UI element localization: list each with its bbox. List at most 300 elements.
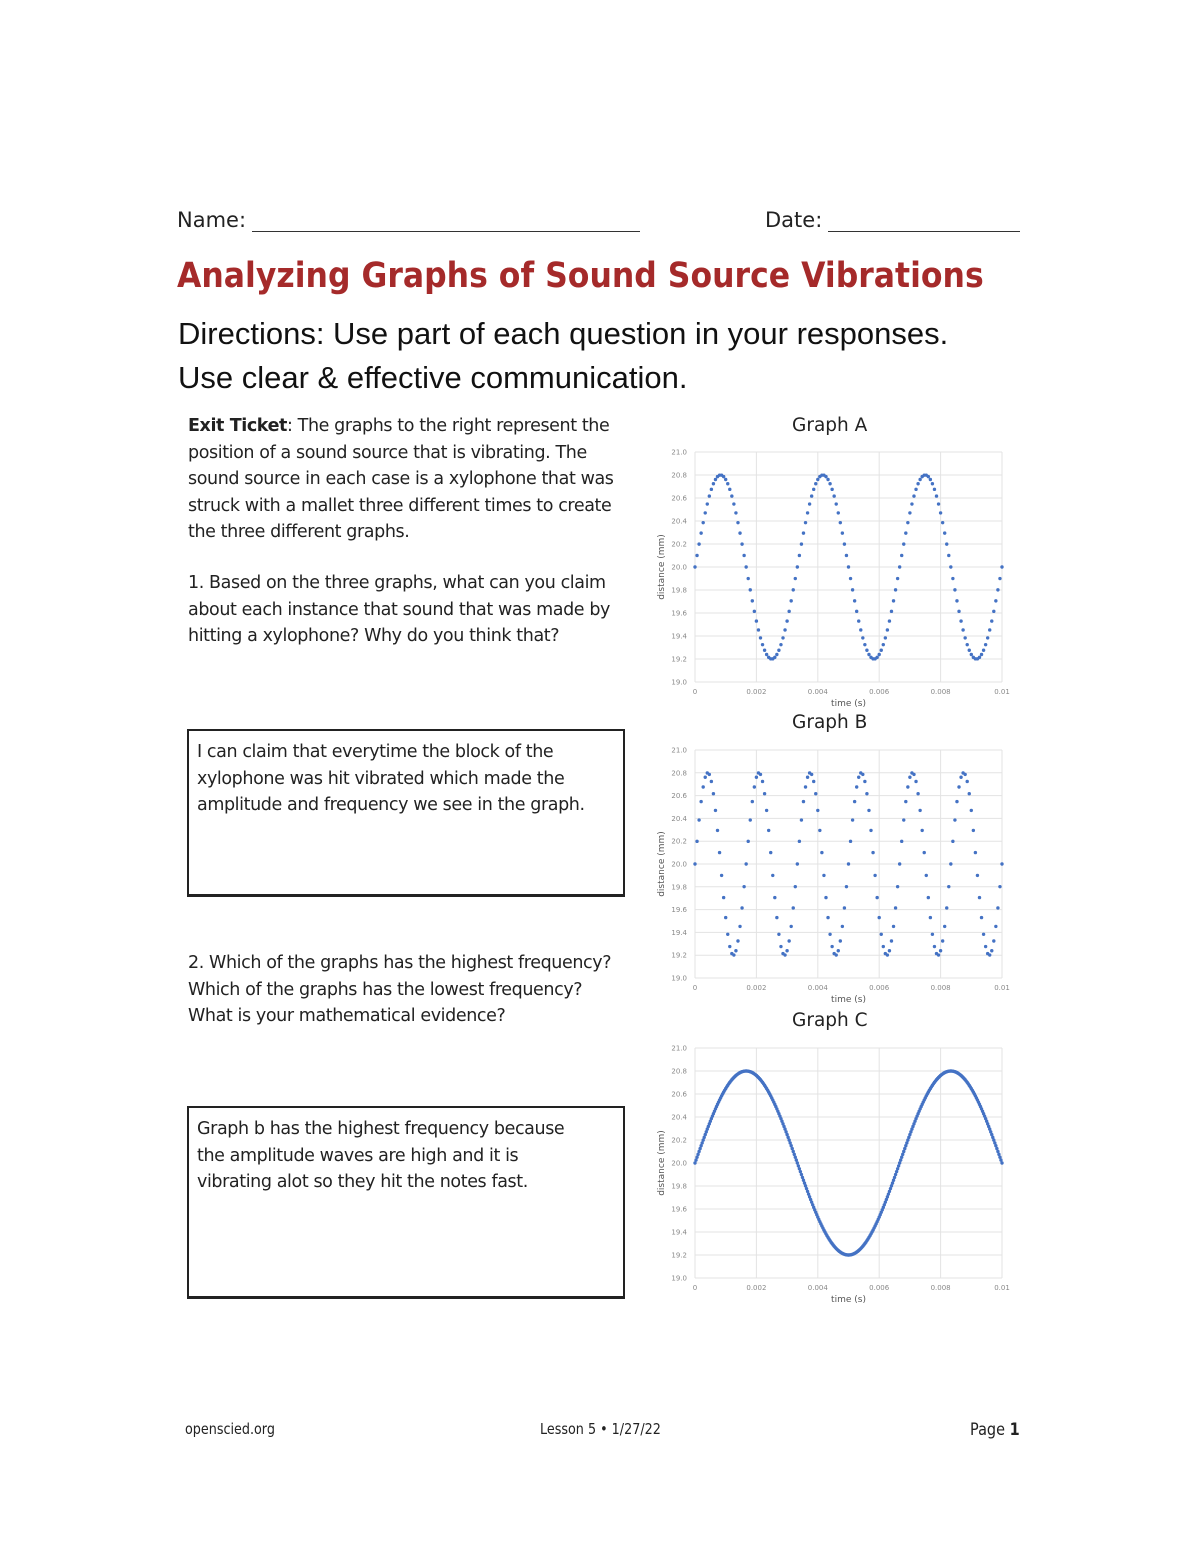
data-point — [800, 542, 803, 545]
y-tick-label: 21.0 — [671, 746, 687, 755]
data-point — [878, 916, 881, 919]
data-point — [810, 494, 813, 497]
y-tick-label: 19.8 — [671, 1182, 687, 1191]
page-label: Page — [970, 1420, 1005, 1440]
data-point — [740, 906, 743, 909]
data-point — [904, 531, 907, 534]
data-point — [738, 925, 741, 928]
data-point — [814, 792, 817, 795]
data-point — [898, 862, 901, 865]
data-point — [755, 776, 758, 779]
graph-a-chart — [650, 440, 1010, 710]
data-point — [742, 885, 745, 888]
data-point — [732, 502, 735, 505]
data-point — [996, 906, 999, 909]
data-point — [710, 780, 713, 783]
data-point — [970, 653, 973, 656]
answer-2-line: the amplitude waves are high and it is — [197, 1145, 519, 1166]
data-point — [978, 656, 981, 659]
y-tick-label: 20.0 — [671, 1159, 687, 1168]
y-tick-label: 20.0 — [671, 860, 687, 869]
x-tick-label: 0.002 — [746, 1284, 767, 1292]
date-label: Date: — [765, 208, 823, 232]
data-point — [904, 800, 907, 803]
data-point — [855, 785, 858, 788]
data-point — [875, 656, 878, 659]
data-point — [736, 939, 739, 942]
data-point — [789, 599, 792, 602]
data-point — [693, 1161, 696, 1164]
data-point — [947, 885, 950, 888]
y-tick-label: 19.4 — [671, 928, 687, 937]
date-line[interactable] — [828, 212, 1020, 232]
data-point — [795, 1158, 798, 1161]
exit-ticket-intro — [188, 413, 618, 546]
data-point — [994, 925, 997, 928]
data-point — [704, 511, 707, 514]
y-tick-label: 20.8 — [671, 769, 687, 778]
data-point — [841, 531, 844, 534]
page-title: Analyzing Graphs of Sound Source Vibrations — [177, 256, 984, 296]
data-point — [749, 588, 752, 591]
data-point — [884, 636, 887, 639]
data-point — [800, 818, 803, 821]
data-point — [794, 577, 797, 580]
data-point — [968, 792, 971, 795]
x-tick-label: 0 — [692, 688, 698, 696]
data-point — [693, 862, 696, 865]
data-point — [835, 953, 838, 956]
graph-a-title: Graph A — [792, 415, 868, 436]
data-point — [865, 792, 868, 795]
data-point — [742, 554, 745, 557]
data-point — [773, 896, 776, 899]
data-point — [839, 939, 842, 942]
y-tick-label: 20.6 — [671, 494, 687, 503]
data-point — [732, 953, 735, 956]
data-point — [708, 773, 711, 776]
x-tick-label: 0.004 — [807, 688, 828, 696]
data-point — [999, 1158, 1002, 1161]
data-point — [722, 896, 725, 899]
data-point — [951, 577, 954, 580]
data-point — [916, 482, 919, 485]
data-point — [923, 851, 926, 854]
x-tick-label: 0 — [692, 984, 698, 992]
x-tick-label: 0.002 — [746, 984, 767, 992]
data-point — [797, 1164, 800, 1167]
data-point — [908, 511, 911, 514]
data-point — [826, 478, 829, 481]
data-point — [902, 818, 905, 821]
data-point — [775, 916, 778, 919]
data-point — [966, 643, 969, 646]
data-point — [1000, 862, 1003, 865]
data-point — [728, 945, 731, 948]
data-point — [988, 953, 991, 956]
data-point — [853, 599, 856, 602]
data-point — [814, 482, 817, 485]
data-point — [939, 511, 942, 514]
data-point — [894, 588, 897, 591]
data-point — [1000, 565, 1003, 568]
y-tick-label: 20.4 — [671, 1113, 687, 1122]
data-point — [802, 800, 805, 803]
data-point — [722, 475, 725, 478]
data-point — [693, 565, 696, 568]
data-point — [959, 776, 962, 779]
x-tick-label: 0 — [692, 1284, 698, 1292]
x-tick-label: 0.01 — [994, 1284, 1010, 1292]
x-tick-label: 0.006 — [869, 984, 890, 992]
y-tick-label: 19.6 — [671, 609, 687, 618]
data-point — [880, 933, 883, 936]
data-point — [869, 829, 872, 832]
y-tick-label: 20.2 — [671, 837, 687, 846]
data-point — [894, 906, 897, 909]
data-point — [935, 494, 938, 497]
x-tick-label: 0.002 — [746, 688, 767, 696]
data-point — [953, 818, 956, 821]
data-point — [861, 636, 864, 639]
data-point — [828, 482, 831, 485]
y-tick-label: 20.4 — [671, 814, 687, 823]
data-point — [824, 896, 827, 899]
y-tick-label: 19.2 — [671, 655, 687, 664]
answer-2-line: Graph b has the highest frequency because — [197, 1119, 565, 1139]
data-point — [896, 885, 899, 888]
directions-line-1: Directions: Use part of each question in your responses. — [178, 316, 949, 351]
data-point — [812, 488, 815, 491]
data-point — [751, 800, 754, 803]
data-point — [899, 1158, 902, 1161]
data-point — [804, 785, 807, 788]
y-axis-label: distance (mm) — [657, 534, 667, 600]
exit-ticket-label: Exit Ticket — [188, 416, 288, 436]
data-point — [832, 494, 835, 497]
data-point — [998, 885, 1001, 888]
data-point — [773, 656, 776, 659]
y-tick-label: 20.4 — [671, 517, 687, 526]
data-point — [861, 773, 864, 776]
data-point — [900, 840, 903, 843]
y-tick-label: 21.0 — [671, 448, 687, 457]
data-point — [994, 599, 997, 602]
data-point — [859, 628, 862, 631]
data-point — [828, 933, 831, 936]
data-point — [892, 925, 895, 928]
data-point — [855, 610, 858, 613]
data-point — [796, 565, 799, 568]
data-point — [787, 610, 790, 613]
data-point — [918, 478, 921, 481]
data-point — [847, 565, 850, 568]
data-point — [694, 1158, 697, 1161]
data-point — [792, 906, 795, 909]
data-point — [897, 1164, 900, 1167]
data-point — [724, 478, 727, 481]
answer-1-line: amplitude and frequency we see in the graph. — [197, 795, 585, 815]
data-point — [906, 785, 909, 788]
data-point — [777, 649, 780, 652]
y-tick-label: 20.8 — [671, 1067, 687, 1076]
data-point — [845, 554, 848, 557]
data-point — [830, 945, 833, 948]
data-point — [724, 916, 727, 919]
x-tick-label: 0.008 — [930, 688, 951, 696]
data-point — [792, 588, 795, 591]
data-point — [851, 818, 854, 821]
data-point — [906, 521, 909, 524]
exit-ticket-text: : The graphs to the right represent the position of a sound source that is vibrating. The sound source in each case is a xylophone that was struck with a mallet three different times to create the three different graphs. — [188, 416, 614, 542]
data-point — [918, 809, 921, 812]
data-point — [734, 511, 737, 514]
data-point — [957, 610, 960, 613]
data-point — [947, 554, 950, 557]
data-point — [920, 829, 923, 832]
data-point — [730, 494, 733, 497]
data-point — [941, 521, 944, 524]
data-point — [789, 925, 792, 928]
data-point — [808, 502, 811, 505]
data-point — [959, 619, 962, 622]
data-point — [777, 933, 780, 936]
data-point — [728, 488, 731, 491]
data-point — [779, 945, 782, 948]
data-point — [978, 896, 981, 899]
data-point — [955, 599, 958, 602]
data-point — [736, 521, 739, 524]
data-point — [816, 809, 819, 812]
data-point — [749, 818, 752, 821]
question-1: 1. Based on the three graphs, what can you claim about each instance that sound that was made by hitting a xylophone? Why do you think that? — [188, 573, 610, 646]
y-tick-label: 19.4 — [671, 1228, 687, 1237]
data-point — [931, 482, 934, 485]
data-point — [767, 829, 770, 832]
data-point — [714, 809, 717, 812]
data-point — [927, 896, 930, 899]
data-point — [826, 916, 829, 919]
data-point — [867, 653, 870, 656]
data-point — [943, 925, 946, 928]
data-point — [775, 653, 778, 656]
data-point — [982, 933, 985, 936]
data-point — [880, 649, 883, 652]
data-point — [785, 949, 788, 952]
data-point — [914, 488, 917, 491]
data-point — [945, 906, 948, 909]
data-point — [1000, 1161, 1003, 1164]
data-point — [896, 1167, 899, 1170]
name-field[interactable] — [177, 208, 640, 232]
data-point — [992, 610, 995, 613]
data-point — [875, 896, 878, 899]
data-point — [886, 953, 889, 956]
data-point — [798, 554, 801, 557]
data-point — [882, 643, 885, 646]
data-point — [945, 542, 948, 545]
answer-box-1[interactable] — [187, 729, 625, 897]
data-point — [878, 653, 881, 656]
data-point — [744, 862, 747, 865]
data-point — [963, 636, 966, 639]
data-point — [720, 874, 723, 877]
data-point — [812, 780, 815, 783]
data-point — [998, 577, 1001, 580]
data-point — [982, 649, 985, 652]
data-point — [976, 874, 979, 877]
data-point — [695, 840, 698, 843]
x-tick-label: 0.01 — [994, 688, 1010, 696]
data-point — [806, 511, 809, 514]
data-point — [888, 949, 891, 952]
y-tick-label: 19.0 — [671, 974, 687, 983]
answer-box-2[interactable] — [187, 1106, 625, 1299]
y-axis-label: distance (mm) — [657, 831, 667, 897]
data-point — [970, 809, 973, 812]
data-point — [890, 610, 893, 613]
y-tick-label: 19.8 — [671, 586, 687, 595]
data-point — [865, 649, 868, 652]
data-point — [794, 1156, 797, 1159]
data-point — [708, 494, 711, 497]
name-label: Name: — [177, 208, 247, 232]
data-point — [912, 773, 915, 776]
data-point — [824, 475, 827, 478]
data-point — [763, 649, 766, 652]
y-tick-label: 20.6 — [671, 792, 687, 801]
data-point — [787, 939, 790, 942]
data-point — [740, 542, 743, 545]
data-point — [771, 874, 774, 877]
y-tick-label: 20.6 — [671, 1090, 687, 1099]
data-point — [783, 628, 786, 631]
data-point — [882, 945, 885, 948]
x-axis-label: time (s) — [831, 699, 866, 709]
data-point — [761, 780, 764, 783]
data-point — [738, 531, 741, 534]
footer-lesson: Lesson 5 • 1/27/22 — [540, 1420, 661, 1438]
footer-site: openscied.org — [185, 1420, 275, 1438]
answer-1-line: xylophone was hit vibrated which made the — [197, 768, 565, 789]
data-point — [753, 785, 756, 788]
data-point — [701, 521, 704, 524]
y-tick-label: 20.2 — [671, 1136, 687, 1145]
data-point — [943, 531, 946, 534]
data-point — [769, 851, 772, 854]
data-point — [830, 488, 833, 491]
data-point — [757, 628, 760, 631]
data-point — [785, 619, 788, 622]
data-point — [706, 502, 709, 505]
data-point — [845, 885, 848, 888]
y-tick-label: 19.0 — [671, 1274, 687, 1283]
data-point — [794, 885, 797, 888]
data-point — [890, 939, 893, 942]
x-tick-label: 0.006 — [869, 688, 890, 696]
data-point — [697, 818, 700, 821]
data-point — [998, 1156, 1001, 1159]
data-point — [871, 851, 874, 854]
x-tick-label: 0.004 — [807, 1284, 828, 1292]
answer-1-line: I can claim that everytime the block of the — [197, 742, 554, 762]
data-point — [990, 619, 993, 622]
date-field[interactable] — [765, 208, 1020, 232]
data-point — [843, 906, 846, 909]
x-axis-label: time (s) — [831, 1295, 866, 1305]
data-point — [873, 874, 876, 877]
data-point — [841, 925, 844, 928]
data-point — [714, 478, 717, 481]
data-point — [849, 577, 852, 580]
data-point — [779, 643, 782, 646]
y-tick-label: 19.2 — [671, 1251, 687, 1260]
data-point — [980, 653, 983, 656]
data-point — [716, 829, 719, 832]
data-point — [765, 653, 768, 656]
data-point — [933, 945, 936, 948]
y-tick-label: 20.2 — [671, 540, 687, 549]
y-tick-label: 19.4 — [671, 632, 687, 641]
data-point — [896, 577, 899, 580]
data-point — [898, 1161, 901, 1164]
data-point — [857, 776, 860, 779]
data-point — [908, 776, 911, 779]
graph-c-title: Graph C — [792, 1010, 868, 1031]
data-point — [941, 939, 944, 942]
data-point — [984, 643, 987, 646]
data-point — [847, 862, 850, 865]
data-point — [929, 478, 932, 481]
data-point — [734, 949, 737, 952]
data-point — [697, 542, 700, 545]
y-tick-label: 19.6 — [671, 1205, 687, 1214]
data-point — [949, 565, 952, 568]
y-tick-label: 21.0 — [671, 1044, 687, 1053]
data-point — [900, 554, 903, 557]
data-point — [963, 773, 966, 776]
data-point — [718, 851, 721, 854]
data-point — [849, 840, 852, 843]
data-point — [996, 588, 999, 591]
name-line[interactable] — [252, 212, 640, 232]
data-point — [955, 800, 958, 803]
data-point — [822, 874, 825, 877]
graph-c-chart — [650, 1036, 1010, 1306]
y-tick-label: 19.6 — [671, 906, 687, 915]
data-point — [747, 840, 750, 843]
data-point — [927, 475, 930, 478]
data-point — [988, 628, 991, 631]
x-tick-label: 0.008 — [930, 1284, 951, 1292]
data-point — [781, 636, 784, 639]
data-point — [892, 599, 895, 602]
data-point — [867, 809, 870, 812]
data-point — [751, 599, 754, 602]
data-point — [992, 939, 995, 942]
data-point — [972, 829, 975, 832]
data-point — [710, 488, 713, 491]
data-point — [806, 776, 809, 779]
x-tick-label: 0.006 — [869, 1284, 890, 1292]
data-point — [984, 945, 987, 948]
data-point — [966, 780, 969, 783]
data-point — [839, 521, 842, 524]
data-point — [914, 780, 917, 783]
data-point — [765, 809, 768, 812]
data-point — [744, 565, 747, 568]
data-point — [933, 488, 936, 491]
